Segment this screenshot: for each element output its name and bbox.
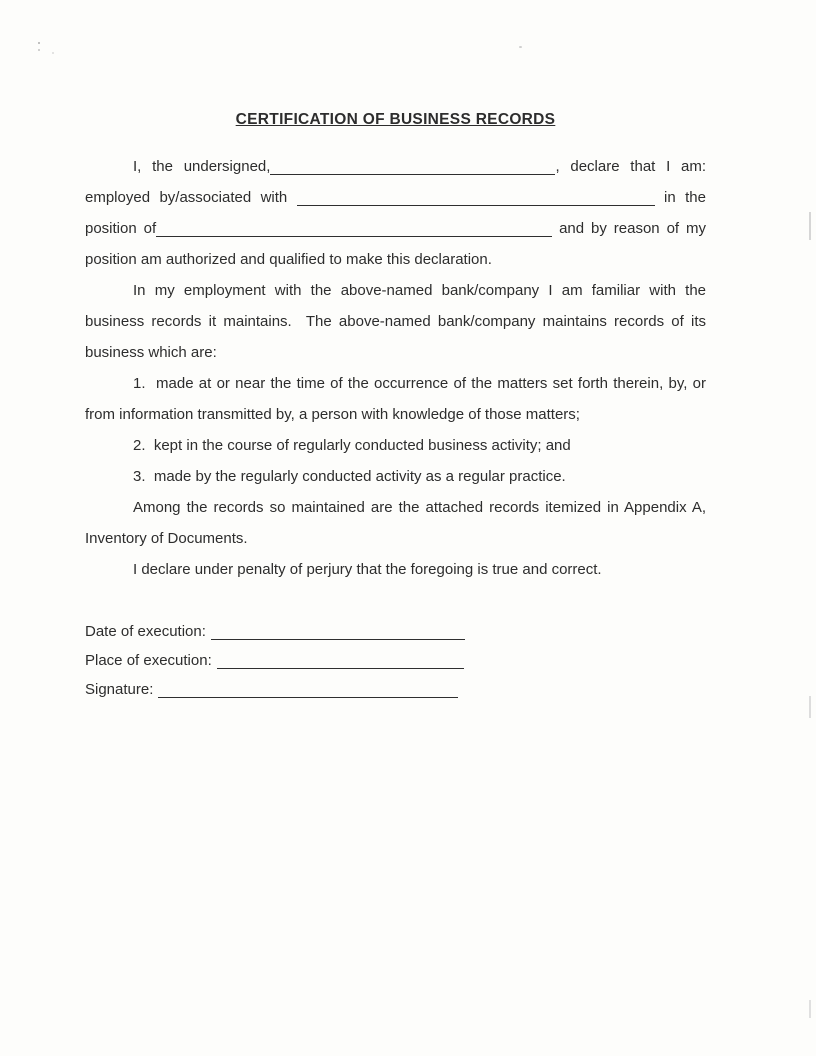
execution-block bbox=[85, 617, 706, 704]
place-of-execution-blank bbox=[217, 668, 464, 669]
date-of-execution-blank bbox=[211, 639, 465, 640]
scan-artifact bbox=[809, 696, 811, 718]
intro-paragraph bbox=[85, 151, 706, 275]
employer-blank bbox=[297, 205, 655, 206]
document-content bbox=[85, 104, 706, 704]
signature-row bbox=[85, 675, 706, 704]
employment-paragraph: In my employment with the above-named bank/company I am familiar with the business records it maintains. The above-named bank/company maintains records of its business which are: bbox=[85, 282, 706, 361]
undersigned-name-blank bbox=[270, 174, 555, 175]
list-item-3: 3. made by the regularly conducted activity as a regular practice. bbox=[133, 468, 566, 485]
scan-artifact bbox=[809, 1000, 811, 1018]
place-of-execution-row bbox=[85, 646, 706, 675]
intro-text-4: and by reason of my position am authorized and qualified to make this declaration. bbox=[85, 220, 706, 268]
list-item-2: 2. kept in the course of regularly conducted business activity; and bbox=[133, 437, 571, 454]
list-item-1: 1. made at or near the time of the occurrence of the matters set forth therein, by, or from information transmitted by, a person with knowledge of those matters; bbox=[85, 375, 706, 423]
scan-artifact bbox=[809, 212, 811, 240]
perjury-paragraph: I declare under penalty of perjury that the foregoing is true and correct. bbox=[133, 561, 602, 578]
date-of-execution-label: Date of execution: bbox=[85, 623, 206, 640]
appendix-paragraph: Among the records so maintained are the attached records itemized in Appendix A, Inventory of Documents. bbox=[85, 499, 706, 547]
date-of-execution-row bbox=[85, 617, 706, 646]
scan-artifact bbox=[38, 42, 40, 44]
intro-text-1: I, the undersigned, bbox=[133, 158, 271, 175]
intro-text-2: , declare that I am: employed by/associated with bbox=[85, 158, 706, 206]
place-of-execution-label: Place of execution: bbox=[85, 652, 212, 669]
signature-blank bbox=[158, 697, 458, 698]
scan-artifact bbox=[519, 46, 522, 48]
signature-label: Signature: bbox=[85, 681, 154, 698]
document-title: CERTIFICATION OF BUSINESS RECORDS bbox=[235, 111, 556, 128]
position-blank bbox=[156, 236, 552, 237]
intro-text-3: in the position of bbox=[85, 189, 706, 237]
